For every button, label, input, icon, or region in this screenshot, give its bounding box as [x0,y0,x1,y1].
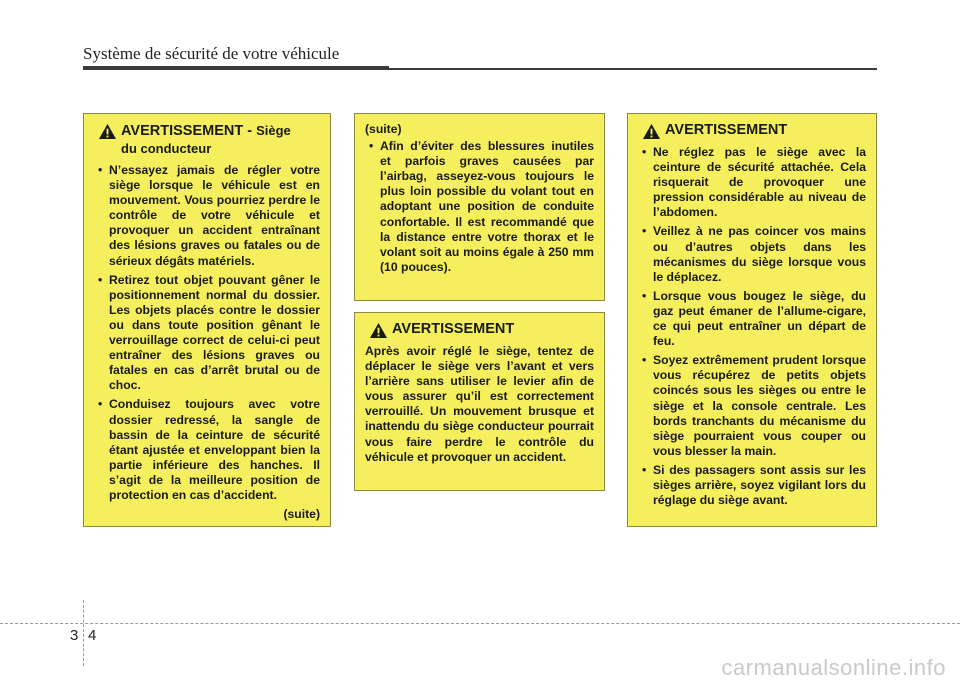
warning-title [121,122,291,158]
list-item: • Si des passagers sont assis sur les sièges arrière, soyez vigilant lors du réglage du siège avant. [638,463,866,508]
warning-list [638,145,866,508]
watermark: carmanualsonline.info [721,655,946,680]
list-item: • Lorsque vous bougez le siège, du gaz peut émaner de l’allume-cigare, ce qui peut entraîner un départ de feu. [638,289,866,349]
warning-box-continued [354,113,605,301]
list-item: • Soyez extrêmement prudent lorsque vous récupérez de petits objets coincés sous les sièges ou entre le siège et la console centrale. Les bords tranchants du mécanisme du siège pourraient vous couper ou vous blesser la main. [638,353,866,459]
header-rule-thin [389,68,877,70]
list-item: • Conduisez toujours avec votre dossier redressé, la sangle de bassin de la ceinture de sécurité étant ajustée et enveloppant bien la partie inférieure des hanches. Il s’agit de la meilleure position de protection en cas d’accident. [94,397,320,503]
warning-triangle-icon [642,123,661,140]
warning-title-line2: du conducteur [121,141,212,156]
warning-triangle-icon [98,123,117,140]
warning-triangle-icon [369,322,388,339]
warning-list [94,163,320,503]
footer-vertical-divider [83,600,84,666]
continued-label: (suite) [365,122,402,136]
warning-list [365,139,594,275]
warning-box-driver-seat [83,113,331,527]
warning-title: AVERTISSEMENT [392,321,515,337]
page-title: Système de sécurité de votre véhicule [83,44,340,63]
warning-title: AVERTISSEMENT [665,122,788,138]
warning-title-sub: Siège [256,123,291,138]
header-rule [83,66,389,70]
list-item: • N’essayez jamais de régler votre siège lorsque le véhicule est en mouvement. Vous pourriez perdre le contrôle de votre véhicule et provoquer un accident entraînant des lésions graves ou fatales ou de sérieux dégâts matériels. [94,163,320,269]
continued-label: (suite) [283,507,320,522]
list-item: • Afin d’éviter des blessures inutiles et parfois graves causées par l’airbag, asseyez-vous toujours le plus loin possible du volant tout en adoptant une position de conduite confortable. Il est recommandé que la distance entre votre thorax et le volant soit au moins égale à 250 mm (10 pouces). [365,139,594,275]
page-number: 4 [88,627,97,644]
warning-box-seat-adjust [627,113,877,527]
warning-text: Après avoir réglé le siège, tentez de déplacer le siège vers l’avant et vers l’arrière sans utiliser le levier afin de vous assurer qu’il est correctement verrouillé. Un mouvement brusque et inattendu du siège conducteur pourrait vous faire perdre le contrôle du véhicule et provoquer un accident. [365,344,594,464]
warning-header [369,321,594,339]
warning-header [642,122,866,140]
warning-box-seat-lock [354,312,605,491]
list-item: • Retirez tout objet pouvant gêner le positionnement normal du dossier. Les objets placés contre le dossier ou dans toute position gênant le verrouillage correct de celui-ci peut entraîner des lésions graves ou fatales en cas d’arrêt brutal ou de choc. [94,273,320,394]
list-item: • Veillez à ne pas coincer vos mains ou d’autres objets dans les mécanismes du siège lorsque vous le déplacez. [638,224,866,284]
section-number: 3 [70,627,79,644]
list-item: • Ne réglez pas le siège avec la ceinture de sécurité attachée. Cela risquerait de provoquer une pression considérable au niveau de l’abdomen. [638,145,866,220]
footer-divider [0,623,960,624]
warning-title-main: AVERTISSEMENT - [121,123,257,139]
warning-header [98,122,320,158]
